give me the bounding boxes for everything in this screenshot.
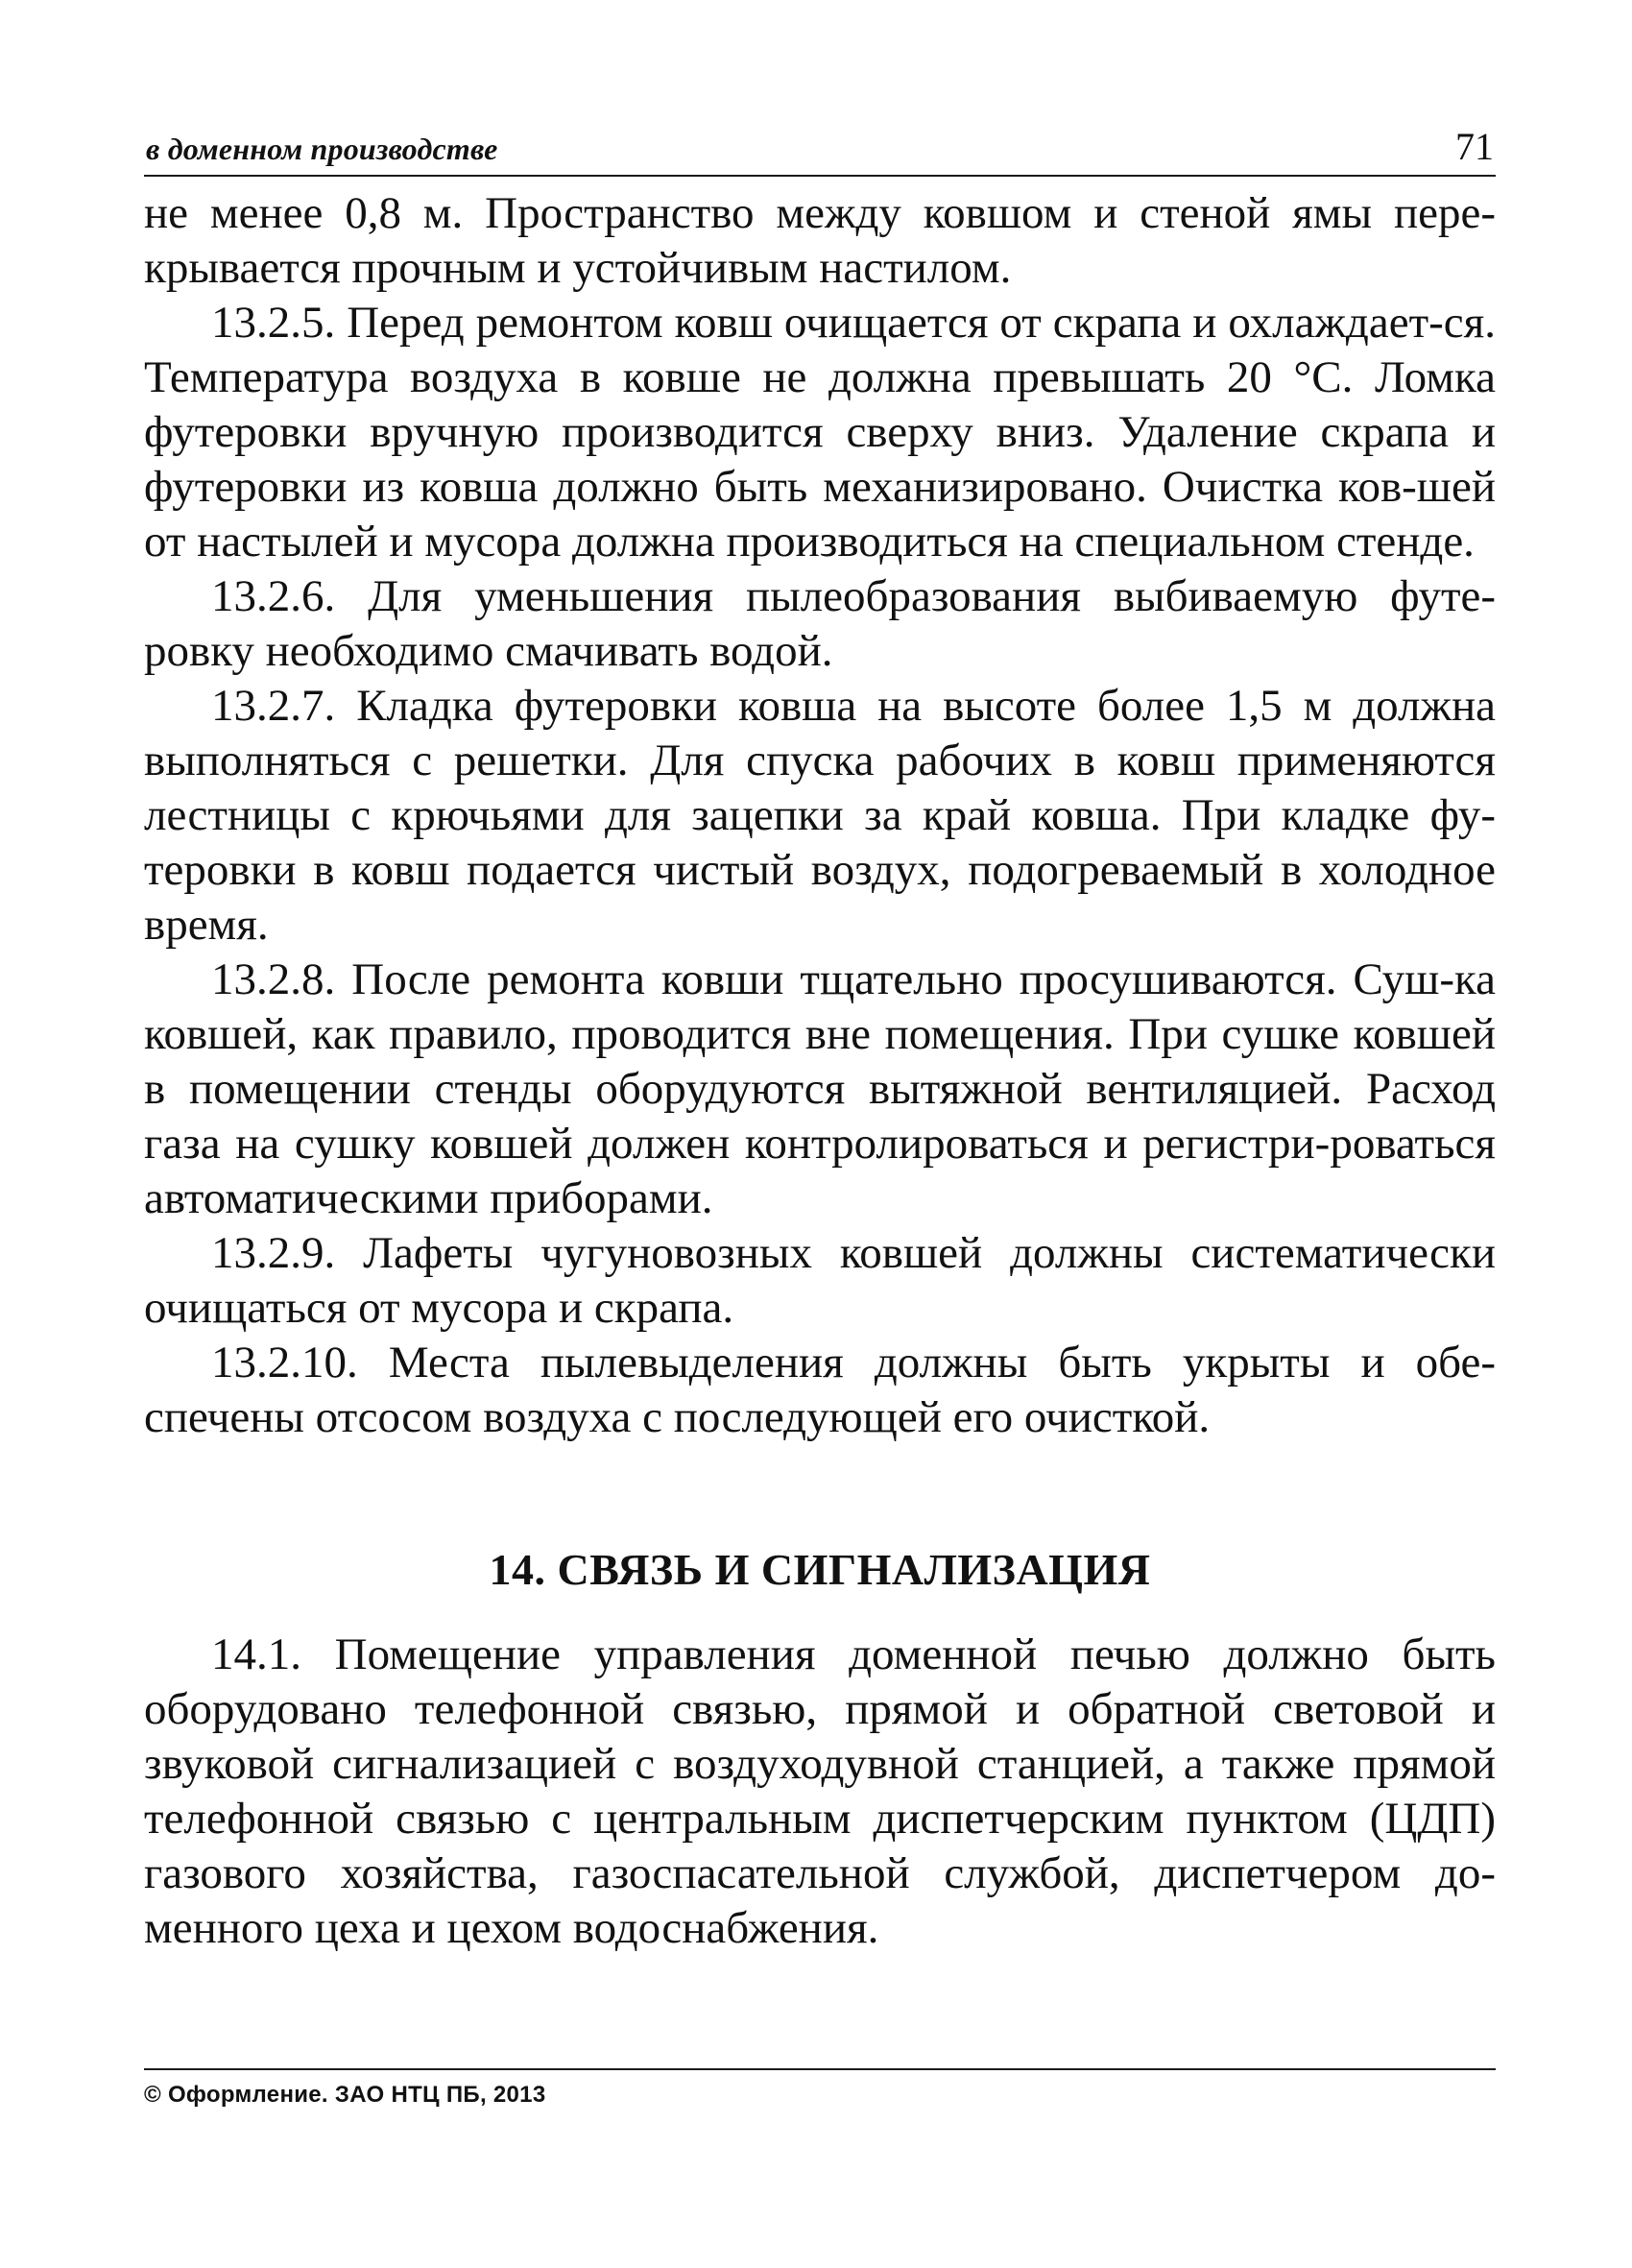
running-header — [144, 123, 1496, 177]
paragraph-13-2-5: 13.2.5. Перед ремонтом ковш очищается от скрапа и охлаждает-ся. Температура воздуха в ковше не должна превышать 20 °С. Ломка футеровки вручную производится сверху вниз. Удаление скрапа и футеровки из ковша должно быть механизировано. Очистка ков-шей от настылей и мусора должна производиться на специальном стенде. — [144, 298, 1496, 567]
paragraph-13-2-10: 13.2.10. Места пылевыделения должны быть укрыты и обе-спечены отсосом воздуха с последующей его очисткой. — [144, 1338, 1496, 1442]
footer-rule — [144, 2068, 1496, 2070]
running-header-title: в доменном производстве — [146, 132, 498, 166]
paragraph-continuation: не менее 0,8 м. Пространство между ковшом и стеной ямы пере-крывается прочным и устойчивым настилом. — [144, 188, 1496, 293]
copyright-notice: © Оформление. ЗАО НТЦ ПБ, 2013 — [144, 2082, 546, 2108]
paragraph-13-2-6: 13.2.6. Для уменьшения пылеобразования выбиваемую футе-ровку необходимо смачивать водой. — [144, 571, 1496, 676]
page-number: 71 — [1455, 125, 1494, 168]
paragraph-13-2-7: 13.2.7. Кладка футеровки ковша на высоте более 1,5 м должна выполняться с решетки. Для спуска рабочих в ковш применяются лестницы с крючьями для зацепки за край ковша. При кладке фу-теровки в ковш подается чистый воздух, подогреваемый в холодное время. — [144, 681, 1496, 950]
page-footer — [144, 2068, 1496, 2109]
paragraph-13-2-8: 13.2.8. После ремонта ковши тщательно просушиваются. Суш-ка ковшей, как правило, проводится вне помещения. При сушке ковшей в помещении стенды оборудуются вытяжной вентиляцией. Расход газа на сушку ковшей должен контролироваться и регистри-роваться автоматическими приборами. — [144, 954, 1496, 1223]
document-page — [144, 123, 1496, 2216]
section-heading: 14. СВЯЗЬ И СИГНАЛИЗАЦИЯ — [489, 1545, 1151, 1594]
paragraph-14-1: 14.1. Помещение управления доменной печью должно быть оборудовано телефонной связью, прямой и обратной световой и звуковой сигнализацией с воздуходувной станцией, а также прямой телефонной связью с центральным диспетчерским пунктом (ЦДП) газового хозяйства, газоспасательной службой, диспетчером до-менного цеха и цехом водоснабжения. — [144, 1629, 1496, 1953]
body-text — [144, 186, 1496, 1956]
paragraph-13-2-9: 13.2.9. Лафеты чугуновозных ковшей должны систематически очищаться от мусора и скрапа. — [144, 1228, 1496, 1333]
